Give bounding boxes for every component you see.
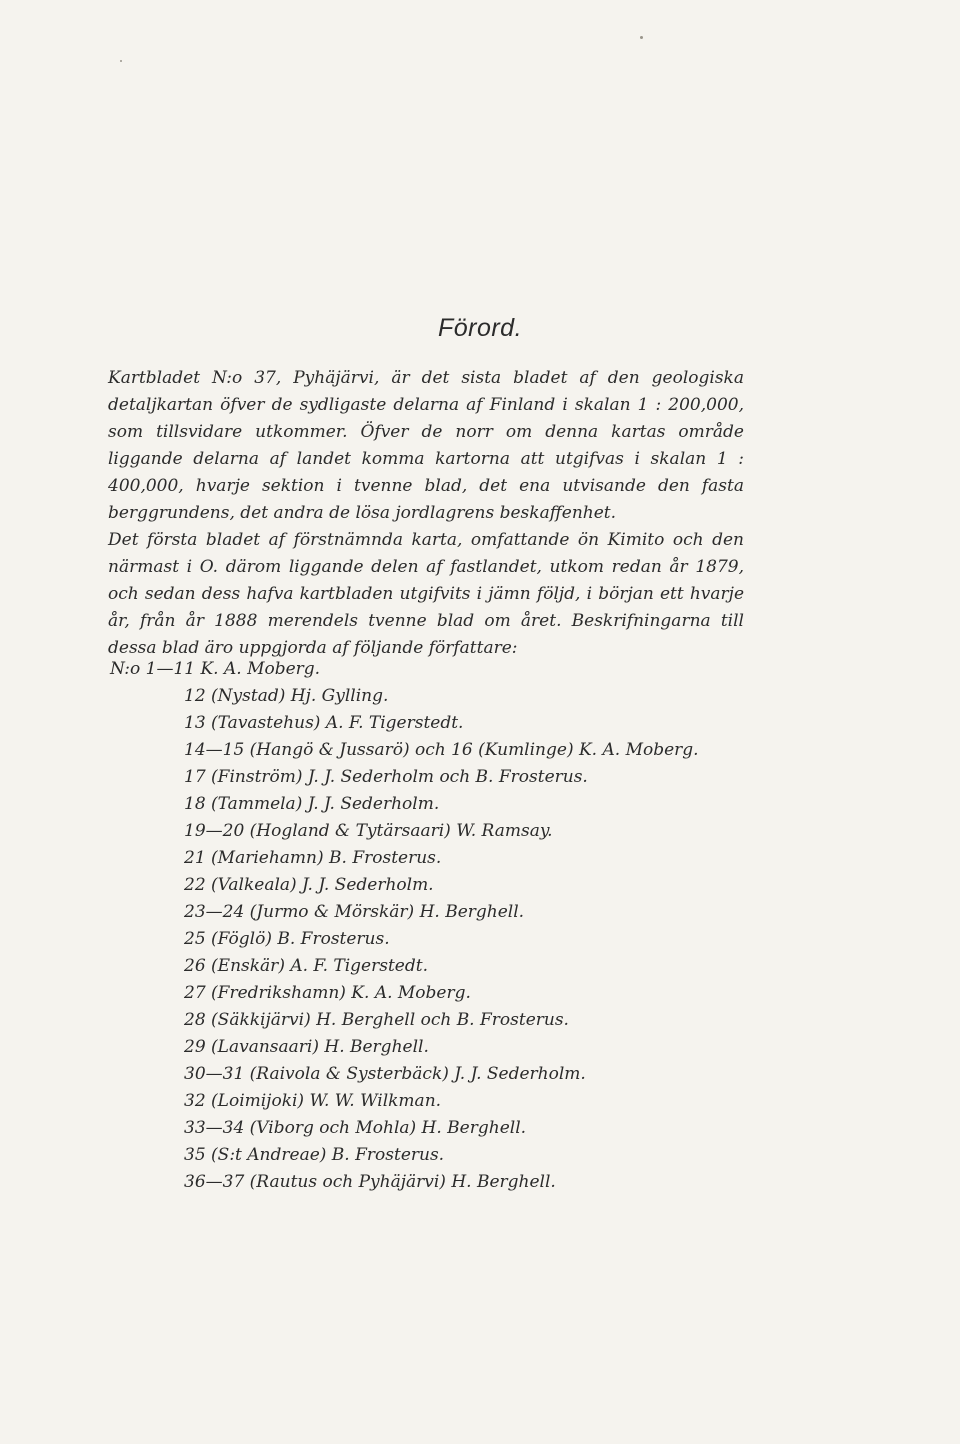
- author-list: [110, 656, 699, 1196]
- list-item: 26 (Enskär) A. F. Tigerstedt.: [184, 956, 428, 976]
- list-item: 27 (Fredrikshamn) K. A. Moberg.: [184, 983, 471, 1003]
- list-item: 32 (Loimijoki) W. W. Wilkman.: [184, 1091, 442, 1111]
- list-item: 17 (Finström) J. J. Sederholm och B. Frosterus.: [184, 767, 588, 787]
- paper-speck: [640, 36, 643, 39]
- paper-speck: [120, 60, 122, 62]
- paragraph-history: Det första bladet af förstnämnda karta, omfattande ön Kimito och den närmast i O. därom liggande delen af fastlandet, utkom redan år 1879, och sedan dess hafva kartbladen utgifvits i jämn följd, i början ett hvarje år, från år 1888 merendels tvenne blad om året. Beskrifningarna till dessa blad äro uppgjorda af följande författare:: [108, 530, 744, 658]
- list-item: 21 (Mariehamn) B. Frosterus.: [184, 848, 442, 868]
- list-item: 30—31 (Raivola & Systerbäck) J. J. Sederholm.: [184, 1064, 586, 1084]
- list-item: 13 (Tavastehus) A. F. Tigerstedt.: [184, 713, 464, 733]
- list-item: 29 (Lavansaari) H. Berghell.: [184, 1037, 429, 1057]
- list-item: 14—15 (Hangö & Jussarö) och 16 (Kumlinge) K. A. Moberg.: [184, 740, 699, 760]
- list-item: N:o 1—11 K. A. Moberg.: [110, 659, 321, 679]
- paragraph-intro: Kartbladet N:o 37, Pyhäjärvi, är det sista bladet af den geologiska detaljkartan öfver de sydligaste delarna af Finland i skalan 1 : 200,000, som tillsvidare utkommer. Öfver de norr om denna kartas område liggande delarna af landet komma kartorna att utgifvas i skalan 1 : 400,000, hvarje sektion i tvenne blad, det ena utvisande den fasta berggrundens, det andra de lösa jordlagrens beskaffenhet.: [108, 368, 744, 523]
- list-item: 22 (Valkeala) J. J. Sederholm.: [184, 875, 434, 895]
- list-item: 25 (Föglö) B. Frosterus.: [184, 929, 390, 949]
- list-item: 33—34 (Viborg och Mohla) H. Berghell.: [184, 1118, 527, 1138]
- list-item: 18 (Tammela) J. J. Sederholm.: [184, 794, 440, 814]
- list-item: 12 (Nystad) Hj. Gylling.: [184, 686, 389, 706]
- list-item: 35 (S:t Andreae) B. Frosterus.: [184, 1145, 445, 1165]
- list-item: 36—37 (Rautus och Pyhäjärvi) H. Berghell.: [184, 1172, 556, 1192]
- list-item: 23—24 (Jurmo & Mörskär) H. Berghell.: [184, 902, 525, 922]
- list-item: 19—20 (Hogland & Tytärsaari) W. Ramsay.: [184, 821, 553, 841]
- page-title: Förord.: [437, 314, 523, 342]
- list-item: 28 (Säkkijärvi) H. Berghell och B. Frosterus.: [184, 1010, 569, 1030]
